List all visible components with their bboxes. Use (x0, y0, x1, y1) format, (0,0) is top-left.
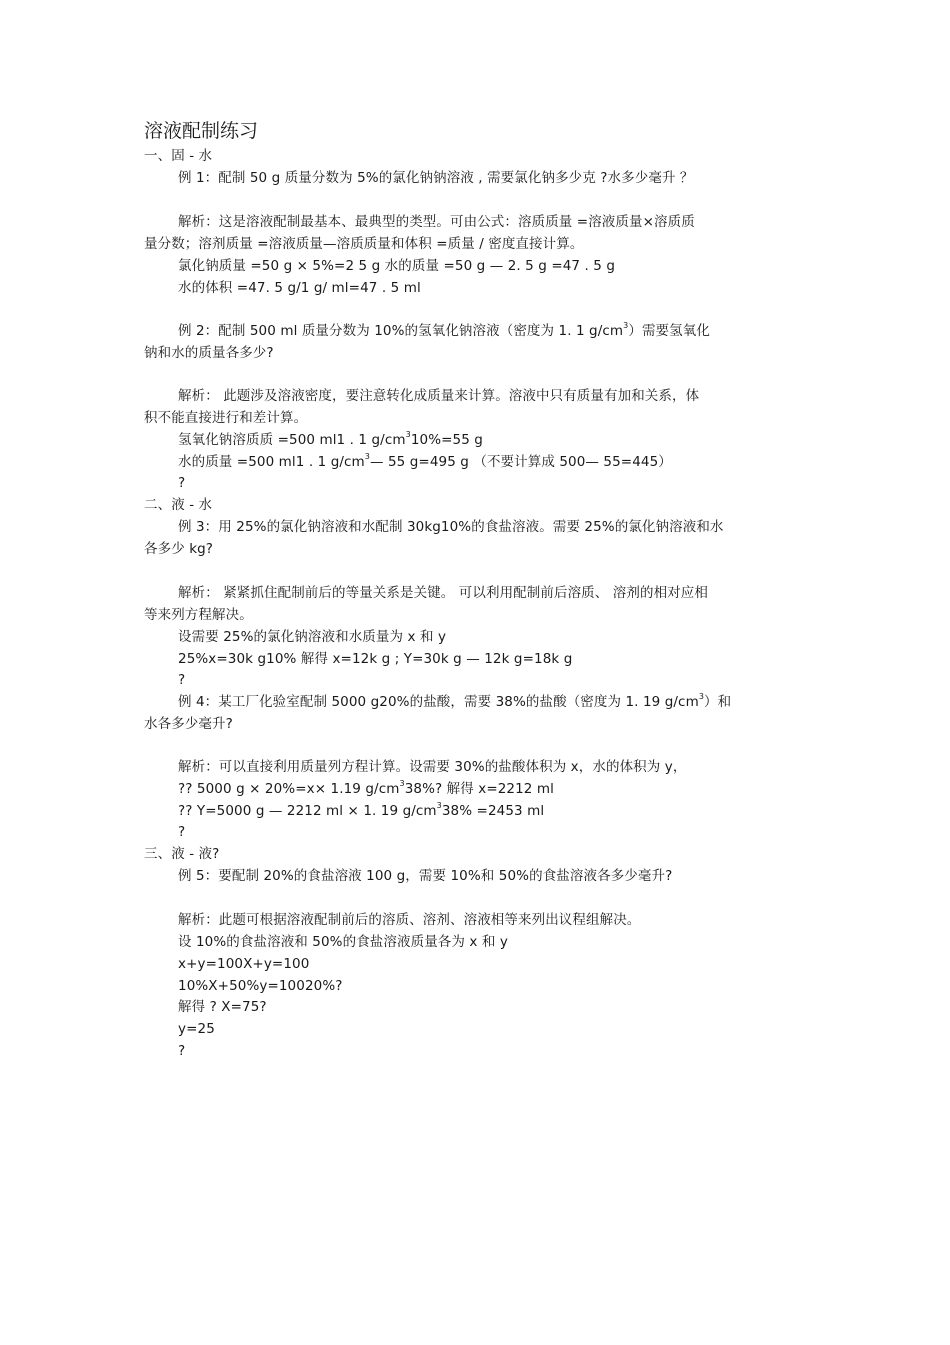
stray-mark: ? (178, 672, 186, 688)
section-heading-liquid-liquid: 三、液 - 液? (144, 846, 220, 862)
example-5-equation-2: 10%X+50%y=10020%? (178, 978, 343, 994)
example-4-calc-x (178, 779, 554, 799)
section-heading-solid-water: 一、固 - 水 (144, 148, 213, 164)
example-5-solution-x: 解得 ? X=75? (178, 999, 267, 1015)
example-5-setup: 设 10%的食盐溶液和 50%的食盐溶液质量各为 x 和 y (178, 934, 508, 950)
example-5-analysis: 解析：此题可根据溶液配制前后的溶质、溶剂、溶液相等来列出议程组解决。 (178, 912, 641, 928)
stray-mark: ? (178, 475, 186, 491)
text-run: ?? Y=5000 g — 2212 ml × 1. 19 g/cm (178, 803, 437, 819)
example-3-analysis-cont: 等来列方程解决。 (144, 607, 253, 623)
example-4-question (178, 692, 731, 712)
example-2-analysis-cont: 积不能直接进行和差计算。 (144, 410, 308, 426)
text-run: 38% =2453 ml (441, 803, 545, 819)
text-run: ）和 (704, 694, 732, 710)
example-3-setup: 设需要 25%的氯化钠溶液和水质量为 x 和 y (178, 629, 447, 645)
superscript: 3 (399, 779, 405, 788)
stray-mark: ? (178, 824, 186, 840)
text-run: ）需要氢氧化 (628, 323, 710, 339)
example-4-question-cont: 水各多少毫升? (144, 716, 233, 732)
example-2-analysis: 解析： 此题涉及溶液密度，要注意转化成质量来计算。溶液中只有质量有加和关系，体 (178, 388, 700, 404)
example-4-calc-y (178, 801, 544, 821)
text-run: 10%=55 g (410, 432, 483, 448)
example-3-analysis: 解析： 紧紧抓住配制前后的等量关系是关键。 可以利用配制前后溶质、 溶剂的相对应相 (178, 585, 708, 601)
text-run: 例 2：配制 500 ml 质量分数为 10%的氢氧化钠溶液（密度为 1. 1 g/cm (178, 323, 624, 339)
example-3-question-cont: 各多少 kg? (144, 541, 214, 557)
text-run: 水的质量 =500 ml1 . 1 g/cm (178, 454, 365, 470)
example-5-equation-1: x+y=100X+y=100 (178, 956, 310, 972)
superscript: 3 (436, 801, 442, 810)
example-5-solution-y: y=25 (178, 1021, 215, 1037)
text-run: ?? 5000 g × 20%=x× 1.19 g/cm (178, 781, 400, 797)
example-5-question: 例 5：要配制 20%的食盐溶液 100 g，需要 10%和 50%的食盐溶液各多少毫升? (178, 868, 673, 884)
text-run: 氢氧化钠溶质质 =500 ml1 . 1 g/cm (178, 432, 406, 448)
example-1-analysis-cont: 量分数；溶剂质量 =溶液质量—溶质质量和体积 =质量 / 密度直接计算。 (144, 236, 584, 252)
stray-mark: ? (178, 1043, 186, 1059)
example-3-equation: 25%x=30k g10% 解得 x=12k g ; Y=30k g — 12k g=18k g (178, 651, 573, 667)
text-run: 例 4：某工厂化验室配制 5000 g20%的盐酸，需要 38%的盐酸（密度为 1. 19 g/cm (178, 694, 699, 710)
text-run: 38%? 解得 x=2212 ml (404, 781, 554, 797)
example-4-analysis: 解析：可以直接利用质量列方程计算。设需要 30%的盐酸体积为 x，水的体积为 y， (178, 759, 687, 775)
example-1-analysis: 解析：这是溶液配制最基本、最典型的类型。可由公式：溶质质量 =溶液质量×溶质质 (178, 214, 695, 230)
superscript: 3 (364, 452, 370, 461)
superscript: 3 (405, 430, 411, 439)
example-1-calc-sodium-chloride: 氯化钠质量 =50 g × 5%=2 5 g 水的质量 =50 g — 2. 5 g =47 . 5 g (178, 258, 616, 274)
example-2-question-cont: 钠和水的质量各多少? (144, 345, 274, 361)
text-run: — 55 g=495 g （不要计算成 500— 55=445） (370, 454, 672, 470)
example-2-calc-water (178, 452, 672, 472)
example-1-question: 例 1：配制 50 g 质量分数为 5%的氯化钠钠溶液 , 需要氯化钠多少克 ?水多少毫升 ？ (178, 170, 694, 186)
example-1-calc-water-volume: 水的体积 =47. 5 g/1 g/ ml=47 . 5 ml (178, 280, 421, 296)
example-2-calc-solute (178, 430, 483, 450)
page-title: 溶液配制练习 (144, 120, 259, 142)
section-heading-liquid-water: 二、液 - 水 (144, 497, 213, 513)
superscript: 3 (698, 692, 705, 701)
superscript: 3 (623, 321, 629, 330)
example-3-question: 例 3：用 25%的氯化钠溶液和水配制 30kg10%的食盐溶液。需要 25%的氯化钠溶液和水 (178, 519, 724, 535)
example-2-question (178, 321, 710, 341)
